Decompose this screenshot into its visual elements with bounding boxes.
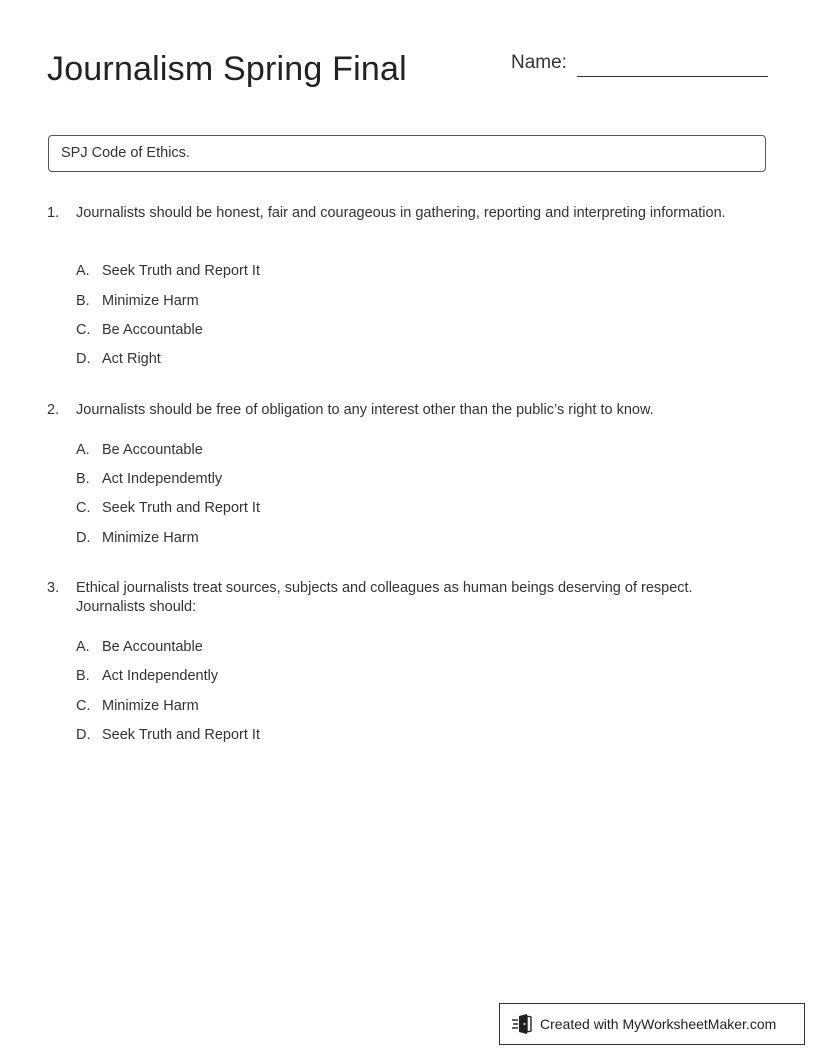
choice-text: Act Independently <box>102 668 219 684</box>
choice-b[interactable] <box>76 293 476 313</box>
choice-text: Be Accountable <box>102 442 203 458</box>
choice-letter: D. <box>76 351 91 367</box>
choice-letter: C. <box>76 322 91 338</box>
choice-b[interactable] <box>76 668 476 688</box>
name-field[interactable] <box>511 50 769 80</box>
choice-b[interactable] <box>76 471 476 491</box>
choice-c[interactable] <box>76 500 476 520</box>
choice-letter: D. <box>76 727 91 743</box>
choice-letter: A. <box>76 639 90 655</box>
footer-credit-text: Created with MyWorksheetMaker.com <box>540 1016 777 1032</box>
question-number: 2. <box>47 402 60 418</box>
choice-c[interactable] <box>76 698 476 718</box>
choice-letter: B. <box>76 668 90 684</box>
section-header-box <box>48 135 766 172</box>
question-number: 3. <box>47 580 60 596</box>
question-number: 1. <box>47 205 60 221</box>
choice-c[interactable] <box>76 322 476 342</box>
question-text: Journalists should be free of obligation to any interest other than the public’s right to know. <box>76 402 654 418</box>
choice-letter: C. <box>76 698 91 714</box>
choice-text: Seek Truth and Report It <box>102 727 260 743</box>
page-title: Journalism Spring Final <box>47 50 407 88</box>
question-text: Ethical journalists treat sources, subjects and colleagues as human beings deserving of respect. Journalists should: <box>76 580 693 615</box>
choice-text: Minimize Harm <box>102 530 199 546</box>
choice-a[interactable] <box>76 442 476 462</box>
section-label: SPJ Code of Ethics. <box>61 145 190 161</box>
choice-d[interactable] <box>76 727 476 747</box>
choice-letter: B. <box>76 293 90 309</box>
worksheet-maker-logo-icon <box>511 1013 533 1035</box>
choice-a[interactable] <box>76 639 476 659</box>
choice-d[interactable] <box>76 351 476 371</box>
choice-text: Act Independemtly <box>102 471 223 487</box>
choice-letter: A. <box>76 263 90 279</box>
choice-d[interactable] <box>76 530 476 550</box>
choice-text: Seek Truth and Report It <box>102 263 260 279</box>
choice-a[interactable] <box>76 263 476 283</box>
footer-badge[interactable] <box>499 1003 805 1045</box>
choice-text: Minimize Harm <box>102 293 199 309</box>
name-blank-line[interactable] <box>577 76 768 77</box>
question-text: Journalists should be honest, fair and courageous in gathering, reporting and interpreting information. <box>76 205 726 221</box>
choice-text: Be Accountable <box>102 322 203 338</box>
choice-text: Be Accountable <box>102 639 203 655</box>
choice-text: Act Right <box>102 351 161 367</box>
choice-letter: D. <box>76 530 91 546</box>
name-label: Name: <box>511 52 567 73</box>
choice-text: Seek Truth and Report It <box>102 500 260 516</box>
choice-letter: A. <box>76 442 90 458</box>
choice-letter: C. <box>76 500 91 516</box>
choice-letter: B. <box>76 471 90 487</box>
choice-text: Minimize Harm <box>102 698 199 714</box>
